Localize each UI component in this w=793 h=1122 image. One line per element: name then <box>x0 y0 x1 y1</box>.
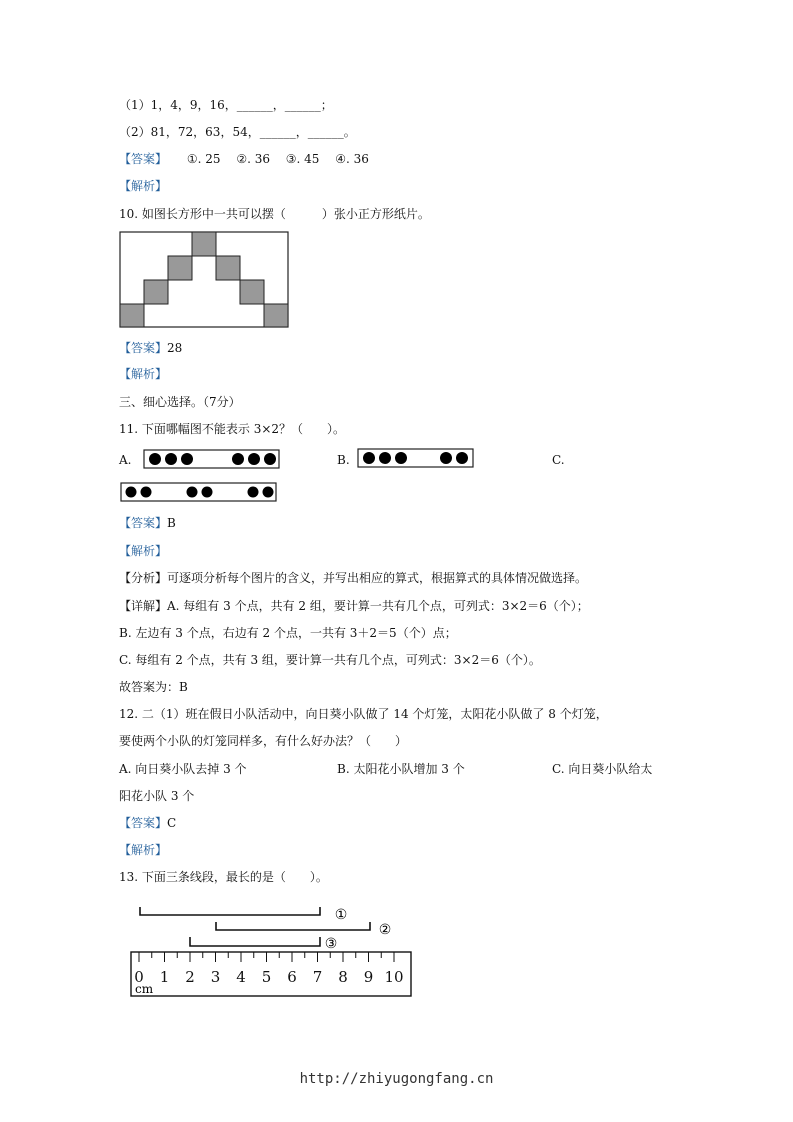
section-title: 三、细心选择。（7分） <box>119 395 241 409</box>
answer-text: ①. 25 ②. 36 ③. 45 ④. 36 <box>186 152 369 166</box>
q12-line-2: 要使两个小队的灯笼同样多，有什么好办法？（ ） <box>119 734 408 748</box>
fenxi-text: 可逐项分析每个图片的含义，并写出相应的算式，根据算式的具体情况做选择。 <box>167 571 588 585</box>
q12-option-a: A. 向日葵小队去掉 3 个 <box>119 762 247 776</box>
xiangjie-text: A. 每组有 3 个点，共有 2 组，要计算一共有几个点，可列式：3×2＝6（个）； <box>167 599 589 613</box>
q11-option-a-label: A. <box>119 453 132 467</box>
q12-answer <box>119 815 176 831</box>
answer-tag: 【答案】 <box>119 152 168 166</box>
ruler-number: 5 <box>261 968 272 986</box>
q9-analysis-tag: 【解析】 <box>119 179 168 193</box>
answer-text: 28 <box>167 341 183 355</box>
square-right-3 <box>240 280 264 304</box>
ruler-number: 8 <box>338 968 348 986</box>
segment-1 <box>140 907 320 915</box>
dot <box>379 452 391 464</box>
ruler-number: 10 <box>384 968 404 986</box>
q11-conclusion: 故答案为：B <box>119 680 188 694</box>
square-left-3 <box>144 280 168 304</box>
q12-option-c: C. 向日葵小队给太 <box>552 762 653 776</box>
q11-option-b-label: B. <box>337 453 350 467</box>
segment-3 <box>190 937 320 946</box>
ruler-number: 1 <box>159 968 170 986</box>
dot <box>263 487 274 498</box>
q11-analysis-tag: 【解析】 <box>119 544 168 558</box>
dot <box>363 452 375 464</box>
q10-rectangle-figure <box>119 231 291 329</box>
q13-segments-and-ruler <box>125 900 420 1000</box>
q9-answer <box>119 151 369 167</box>
dot <box>440 452 452 464</box>
q11-option-c-label: C. <box>552 453 565 467</box>
xiangjie-tag: 【详解】 <box>119 599 168 613</box>
q11-line-c: C. 每组有 2 个点，共有 3 组，要计算一共有几个点，可列式：3×2＝6（个）。 <box>119 653 541 667</box>
dot <box>181 453 193 465</box>
dot <box>126 487 137 498</box>
q11-answer <box>119 515 176 531</box>
square-right-2 <box>216 256 240 280</box>
segment-2-label: ② <box>378 922 392 938</box>
dot <box>248 453 260 465</box>
dot <box>149 453 161 465</box>
q12-option-c-continued: 阳花小队 3 个 <box>119 789 195 803</box>
q11-fenxi <box>119 570 587 586</box>
dot <box>141 487 152 498</box>
q9-line-2: （2）81，72，63，54，______，______。 <box>119 125 356 139</box>
q10-answer <box>119 340 182 356</box>
ruler-unit: cm <box>135 982 154 996</box>
ruler-number: 2 <box>185 968 195 986</box>
answer-text: B <box>167 516 176 530</box>
answer-text: C <box>167 816 177 830</box>
ruler-number: 7 <box>312 968 323 986</box>
square-right-4 <box>264 304 288 327</box>
segment-1-label: ① <box>334 907 348 923</box>
ruler-number: 3 <box>210 968 221 986</box>
segment-2 <box>216 922 370 930</box>
answer-tag: 【答案】 <box>119 341 168 355</box>
q10-question: 10. 如图长方形中一共可以摆（ ）张小正方形纸片。 <box>119 207 430 221</box>
q11-option-a-figure <box>143 449 281 470</box>
q11-option-b-figure <box>357 448 475 469</box>
ruler-number: 9 <box>363 968 374 986</box>
ruler-number: 0 <box>134 968 144 986</box>
square-top <box>192 232 216 256</box>
ruler-number: 6 <box>287 968 297 986</box>
answer-tag: 【答案】 <box>119 516 168 530</box>
q13-question: 13. 下面三条线段，最长的是（ ）。 <box>119 870 328 884</box>
dot <box>248 487 259 498</box>
dot <box>456 452 468 464</box>
dot <box>395 452 407 464</box>
dot <box>264 453 276 465</box>
q12-line-1: 12. 二（1）班在假日小队活动中，向日葵小队做了 14 个灯笼，太阳花小队做了 8 个灯笼， <box>119 707 608 721</box>
q11-question: 11. 下面哪幅图不能表示 3×2？（ ）。 <box>119 422 346 436</box>
fenxi-tag: 【分析】 <box>119 571 168 585</box>
segment-3-label: ③ <box>324 936 338 952</box>
dot <box>232 453 244 465</box>
dot <box>202 487 213 498</box>
dot <box>165 453 177 465</box>
square-left-2 <box>168 256 192 280</box>
q11-line-b: B. 左边有 3 个点，右边有 2 个点，一共有 3＋2＝5（个）点； <box>119 626 457 640</box>
q9-line-1: （1）1，4，9，16，______，______； <box>119 98 333 112</box>
q11-xiangjie <box>119 598 589 614</box>
answer-tag: 【答案】 <box>119 816 168 830</box>
q11-option-c-figure <box>120 482 278 503</box>
footer-url: http://zhiyugongfang.cn <box>299 1071 494 1087</box>
ruler-number: 4 <box>236 968 246 986</box>
dot <box>187 487 198 498</box>
q10-analysis-tag: 【解析】 <box>119 367 168 381</box>
q12-option-b: B. 太阳花小队增加 3 个 <box>337 762 465 776</box>
q12-analysis-tag: 【解析】 <box>119 843 168 857</box>
square-left-4 <box>120 304 144 327</box>
